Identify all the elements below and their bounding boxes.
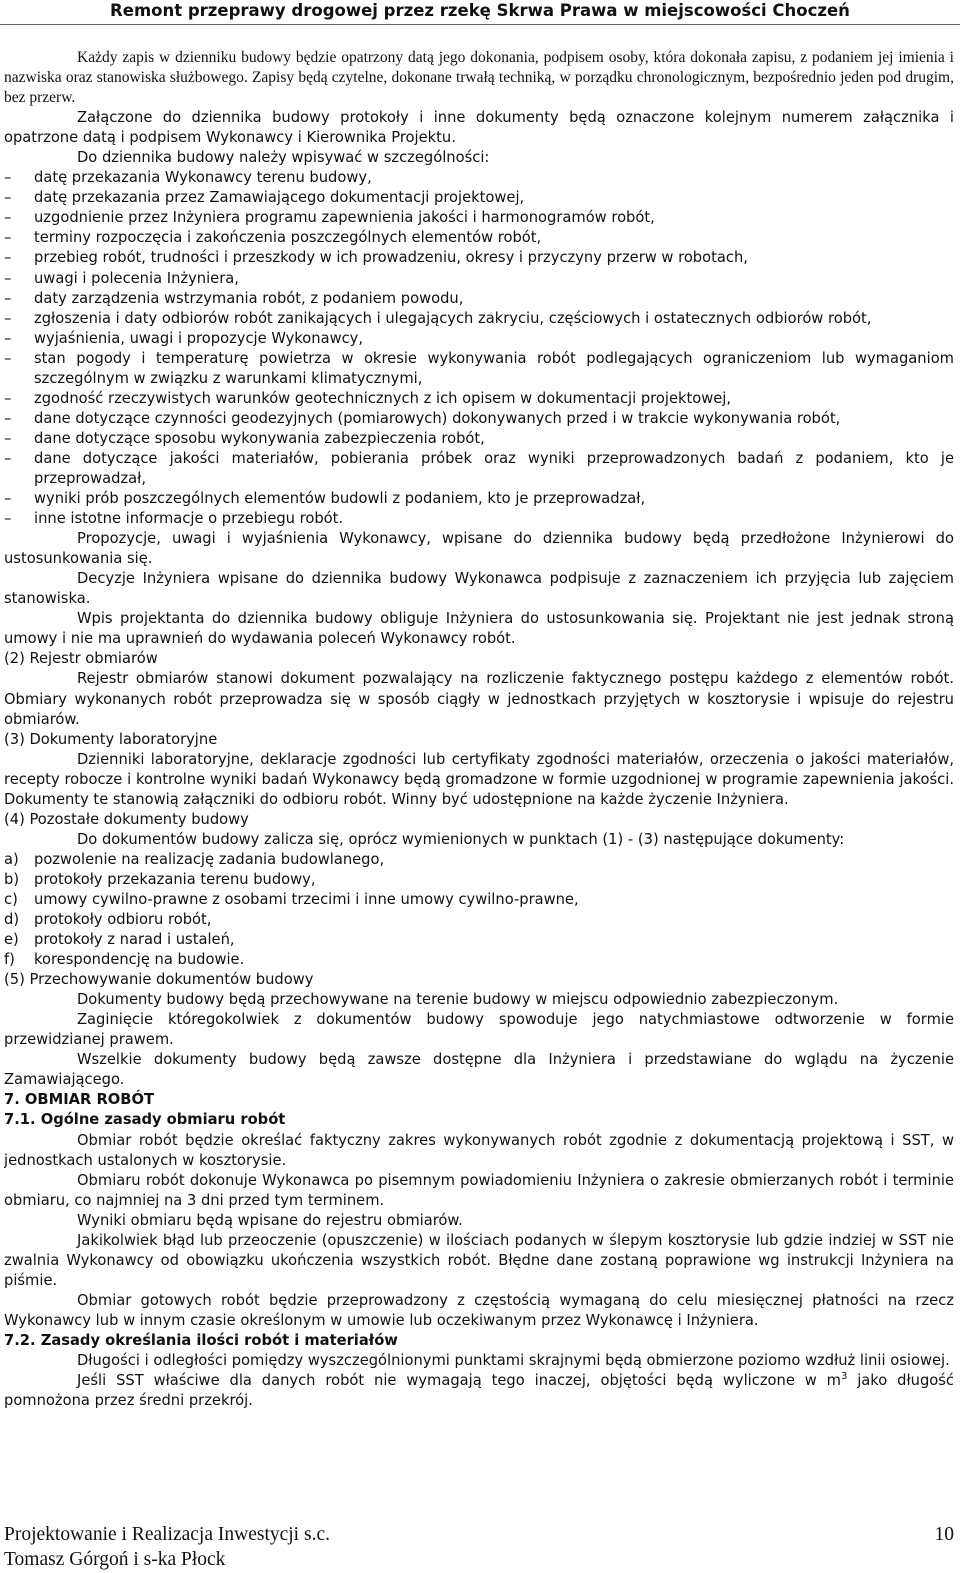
list-item: – terminy rozpoczęcia i zakończenia poszczególnych elementów robót,	[4, 228, 954, 248]
page-body	[4, 48, 954, 1513]
paragraph: Propozycje, uwagi i wyjaśnienia Wykonawcy, wpisane do dziennika budowy będą przedłożone Inżynierowi do ustosunkowania się.	[4, 530, 954, 568]
page-footer	[4, 1522, 954, 1572]
section-heading: (2) Rejestr obmiarów	[4, 650, 158, 668]
paragraph: Dzienniki laboratoryjne, deklaracje zgodności lub certyfikaty zgodności materiałów, orzeczenia o jakości materiałów, recepty robocze i kontrolne wyniki badań Wykonawcy będą gromadzone w formie uzgodnionej w programie zapewnienia jakości. Dokumenty te stanowią załączniki do odbioru robót. Winny być udostępnione na każde życzenie Inżyniera.	[4, 750, 954, 808]
list-item	[4, 910, 954, 930]
paragraph: Obmiaru robót dokonuje Wykonawca po pisemnym powiadomieniu Inżyniera o zakresie obmierzanych robót i terminie obmiaru, co najmniej na 3 dni przed tym terminem.	[4, 1171, 954, 1209]
paragraph: Obmiar gotowych robót będzie przeprowadzony z częstością wymaganą do celu miesięcznej płatności na rzecz Wykonawcy lub w innym czasie określonym w umowie lub oczekiwanym przez Wykonawcę i Inżyniera.	[4, 1291, 954, 1329]
list-item: – zgłoszenia i daty odbiorów robót zanikających i ulegających zakryciu, częściowych i ostatecznych odbiorów robót,	[4, 309, 954, 329]
list-item: – dane dotyczące czynności geodezyjnych (pomiarowych) dokonywanych przed i w trakcie wykonywania robót,	[4, 409, 954, 429]
list-marker: b)	[4, 870, 20, 888]
paragraph: Jakikolwiek błąd lub przeoczenie (opuszczenie) w ilościach podanych w ślepym kosztorysie lub gdzie indziej w SST nie zwalnia Wykonawcy od obowiązku ukończenia wszystkich robót. Błędne dane zostaną poprawione wg instrukcji Inżyniera na piśmie.	[4, 1231, 954, 1289]
list-item: – daty zarządzenia wstrzymania robót, z podaniem powodu,	[4, 289, 954, 309]
subsection-heading: 7.2. Zasady określania ilości robót i materiałów	[4, 1332, 398, 1349]
footer-owner: Tomasz Górgoń i s-ka Płock	[4, 1549, 226, 1570]
text-run: jako długość pomnożona przez średni przekrój.	[4, 1372, 954, 1410]
section-heading: (4) Pozostałe dokumenty budowy	[4, 810, 249, 828]
section-heading: (5) Przechowywanie dokumentów budowy	[4, 971, 314, 989]
list-item	[4, 850, 954, 870]
list-item: – dane dotyczące jakości materiałów, pobierania próbek oraz wyniki przeprowadzonych badań z podaniem, kto je przeprowadzał,	[4, 449, 954, 489]
list-item: – dane dotyczące sposobu wykonywania zabezpieczenia robót,	[4, 429, 954, 449]
list-item-text: protokoły przekazania terenu budowy,	[34, 870, 316, 888]
paragraph	[4, 1371, 954, 1411]
list-item: – wyniki prób poszczególnych elementów budowli z podaniem, kto je przeprowadzał,	[4, 489, 954, 509]
subsection-heading: 7.1. Ogólne zasady obmiaru robót	[4, 1111, 286, 1129]
list-item-text: protokoły odbioru robót,	[34, 911, 212, 929]
page-header	[0, 0, 960, 25]
paragraph: Wszelkie dokumenty budowy będą zawsze dostępne dla Inżyniera i przedstawiane do wglądu na życzenie Zamawiającego.	[4, 1051, 954, 1089]
list-item: – datę przekazania przez Zamawiającego dokumentacji projektowej,	[4, 188, 954, 208]
list-item-text: protokoły z narad i ustaleń,	[34, 931, 235, 949]
list-item-text: pozwolenie na realizację zadania budowlanego,	[34, 850, 385, 868]
list-marker: f)	[4, 951, 15, 969]
paragraph: Rejestr obmiarów stanowi dokument pozwalający na rozliczenie faktycznego postępu każdego z elementów robót. Obmiary wykonanych robót przeprowadza się w sposób ciągły w jednostkach przyjętych w kosztorysie i wpisuje do rejestru obmiarów.	[4, 670, 954, 728]
document-title: Remont przeprawy drogowej przez rzekę Skrwa Prawa w miejscowości Choczeń	[110, 1, 850, 20]
list-item: – przebieg robót, trudności i przeszkody w ich prowadzeniu, okresy i przyczyny przerw w robotach,	[4, 248, 954, 268]
paragraph: Wyniki obmiaru będą wpisane do rejestru obmiarów.	[77, 1211, 463, 1229]
list-item-text: umowy cywilno-prawne z osobami trzecimi i inne umowy cywilno-prawne,	[34, 890, 579, 908]
list-item: – inne istotne informacje o przebiegu robót.	[4, 509, 954, 529]
diary-entries-list	[4, 168, 954, 529]
list-marker: e)	[4, 931, 19, 949]
paragraph: Każdy zapis w dzienniku budowy będzie opatrzony datą jego dokonania, podpisem osoby, która dokonała zapisu, z podaniem jej imienia i nazwiska oraz stanowiska służbowego. Zapisy będą czytelne, dokonane trwałą techniką, w porządku chronologicznym, bezpośrednio jeden pod drugim, bez przerw.	[4, 49, 954, 107]
paragraph: Zaginięcie któregokolwiek z dokumentów budowy spowoduje jego natychmiastowe odtworzenie w formie przewidzianej prawem.	[4, 1011, 954, 1049]
list-marker: a)	[4, 850, 19, 868]
paragraph: Wpis projektanta do dziennika budowy obliguje Inżyniera do ustosunkowania się. Projektant nie jest jednak stroną umowy i nie ma uprawnień do wydawania poleceń Wykonawcy robót.	[4, 610, 954, 648]
list-marker: d)	[4, 911, 20, 929]
list-item: – uzgodnienie przez Inżyniera programu zapewnienia jakości i harmonogramów robót,	[4, 208, 954, 228]
paragraph: Do dziennika budowy należy wpisywać w szczególności:	[77, 149, 490, 167]
list-item	[4, 870, 954, 890]
paragraph: Dokumenty budowy będą przechowywane na terenie budowy w miejscu odpowiednio zabezpieczonym.	[77, 991, 839, 1009]
text-run: Jeśli SST właściwe dla danych robót nie wymagają tego inaczej, objętości będą wyliczone w m	[77, 1372, 841, 1390]
list-item	[4, 890, 954, 910]
list-item	[4, 930, 954, 950]
page-number: 10	[934, 1524, 954, 1545]
document-content	[4, 48, 954, 1411]
list-marker: c)	[4, 890, 18, 908]
chapter-heading: 7. OBMIAR ROBÓT	[4, 1091, 154, 1109]
section-heading: (3) Dokumenty laboratoryjne	[4, 730, 218, 748]
paragraph: Decyzje Inżyniera wpisane do dziennika budowy Wykonawca podpisuje z zaznaczeniem ich przyjęcia lub zajęciem stanowiska.	[4, 570, 954, 608]
footer-company: Projektowanie i Realizacja Inwestycji s.c.	[4, 1524, 330, 1545]
paragraph: Do dokumentów budowy zalicza się, oprócz wymienionych w punktach (1) - (3) następujące dokumenty:	[77, 830, 845, 848]
list-item	[4, 950, 954, 970]
list-item: – uwagi i polecenia Inżyniera,	[4, 269, 954, 289]
paragraph: Załączone do dziennika budowy protokoły i inne dokumenty będą oznaczone kolejnym numerem załącznika i opatrzone datą i podpisem Wykonawcy i Kierownika Projektu.	[4, 109, 954, 147]
list-item-text: korespondencję na budowie.	[34, 951, 245, 969]
list-item: – zgodność rzeczywistych warunków geotechnicznych z ich opisem w dokumentacji projektowej,	[4, 389, 954, 409]
documents-list	[4, 850, 954, 970]
list-item: – wyjaśnienia, uwagi i propozycje Wykonawcy,	[4, 329, 954, 349]
paragraph: Długości i odległości pomiędzy wyszczególnionymi punktami skrajnymi będą obmierzone poziomo wzdłuż linii osiowej.	[77, 1352, 950, 1370]
paragraph: Obmiar robót będzie określać faktyczny zakres wykonywanych robót zgodnie z dokumentacją projektową i SST, w jednostkach ustalonych w kosztorysie.	[4, 1131, 954, 1169]
list-item: – datę przekazania Wykonawcy terenu budowy,	[4, 168, 954, 188]
superscript: 3	[840, 1371, 848, 1383]
list-item: – stan pogody i temperaturę powietrza w okresie wykonywania robót podlegających ograniczeniom lub wymaganiom szczególnym w związku z warunkami klimatycznymi,	[4, 349, 954, 389]
